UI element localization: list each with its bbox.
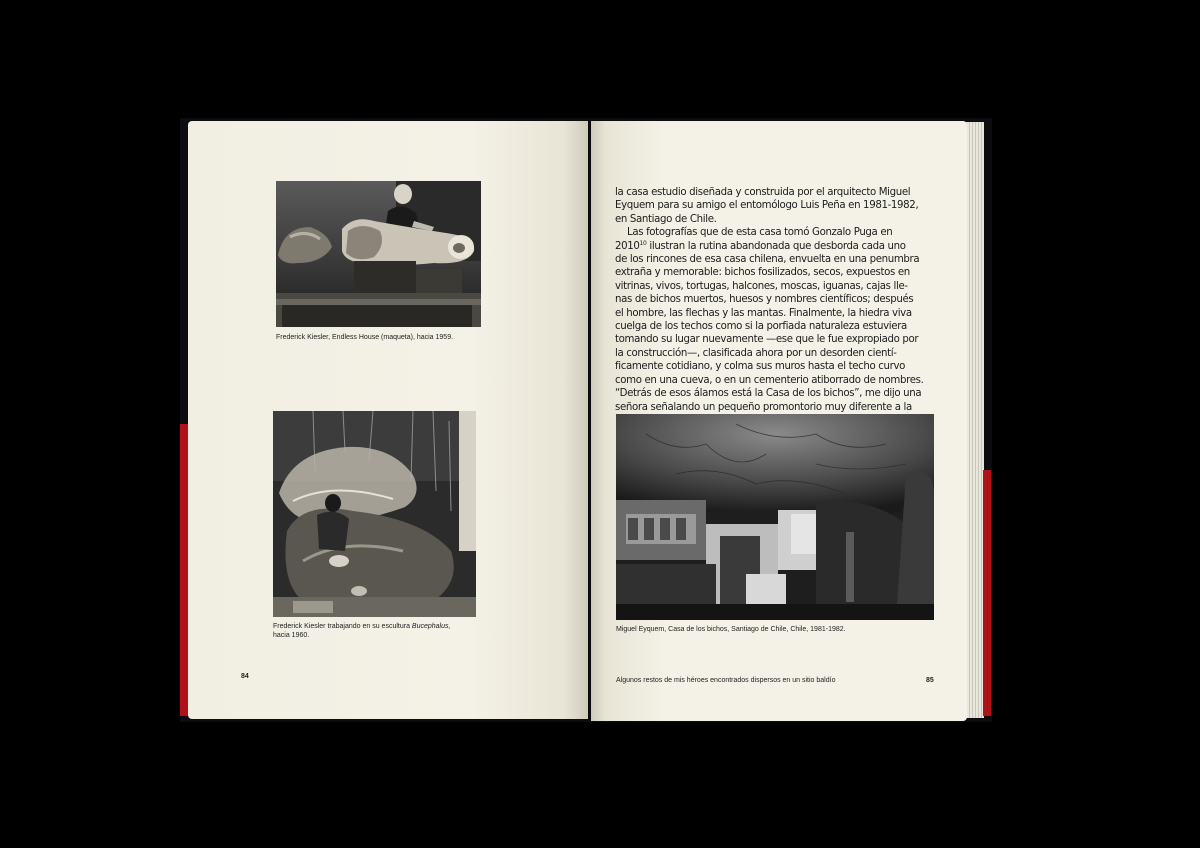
figure-caption-3: Miguel Eyquem, Casa de los bichos, Santiago de Chile, Chile, 1981-1982.	[616, 626, 846, 633]
figure-caption-2-title: Bucephalus,	[411, 623, 451, 630]
body-line: cuelga de los techos como si la porfiada naturaleza estuviera	[615, 321, 907, 333]
photo-kiesler-sculpture	[273, 411, 476, 617]
left-page	[188, 121, 588, 719]
photo-endless-house-model	[276, 181, 481, 327]
body-line: señora señalando un pequeño promontorio muy diferente a la	[615, 401, 912, 413]
footnote-marker: 10	[639, 239, 647, 247]
book-cover-edge-right	[983, 470, 991, 716]
page-number-left: 84	[241, 673, 249, 680]
figure-caption-2	[273, 622, 513, 640]
body-line: vitrinas, vivos, tortugas, halcones, moscas, iguanas, cajas lle-	[615, 280, 908, 292]
right-page	[591, 121, 967, 721]
photo-casa-de-los-bichos	[616, 414, 934, 620]
body-line-rest: ilustran la rutina abandonada que desborda cada uno	[646, 240, 906, 252]
body-line: nas de bichos muertos, huesos y nombres científicos; después	[615, 294, 914, 306]
figure-caption-2-text: Frederick Kiesler trabajando en su escultura	[273, 623, 412, 630]
figure-caption-1: Frederick Kiesler, Endless House (maqueta), hacia 1959.	[276, 334, 454, 341]
body-year: 2010	[615, 240, 640, 252]
page-edges	[964, 122, 984, 718]
body-line: “Detrás de esos álamos está la Casa de los bichos”, me dijo una	[615, 388, 922, 400]
body-line: Eyquem para su amigo el entomólogo Luis Peña en 1981-1982,	[615, 200, 919, 212]
body-line: de los rincones de esa casa chilena, envuelta en una penumbra	[615, 254, 920, 266]
body-line: tomando su lugar nuevamente —ese que le fue expropiado por	[615, 334, 919, 346]
body-line: en Santiago de Chile.	[615, 213, 717, 225]
page-number-right: 85	[926, 677, 934, 684]
body-line: el hombre, las flechas y las mantas. Finalmente, la hiedra viva	[615, 307, 912, 319]
running-footer: Algunos restos de mis héroes encontrados dispersos en un sitio baldío	[616, 677, 836, 684]
body-line: la construcción—, clasificada ahora por un desorden cientí-	[615, 347, 897, 359]
body-text	[615, 186, 924, 414]
figure-caption-2-date: hacia 1960.	[273, 632, 310, 639]
body-line: la casa estudio diseñada y construida por el arquitecto Miguel	[615, 187, 911, 198]
body-line: ficamente cotidiano, y colma sus muros hasta el techo curvo	[615, 361, 906, 373]
body-line: como en una cueva, o en un cementerio atiborrado de nombres.	[615, 374, 924, 386]
body-line-footnote	[615, 240, 905, 253]
body-line: Las fotografías que de esta casa tomó Gonzalo Puga en	[627, 227, 893, 239]
body-line: extraña y memorable: bichos fosilizados, secos, expuestos en	[615, 267, 910, 279]
